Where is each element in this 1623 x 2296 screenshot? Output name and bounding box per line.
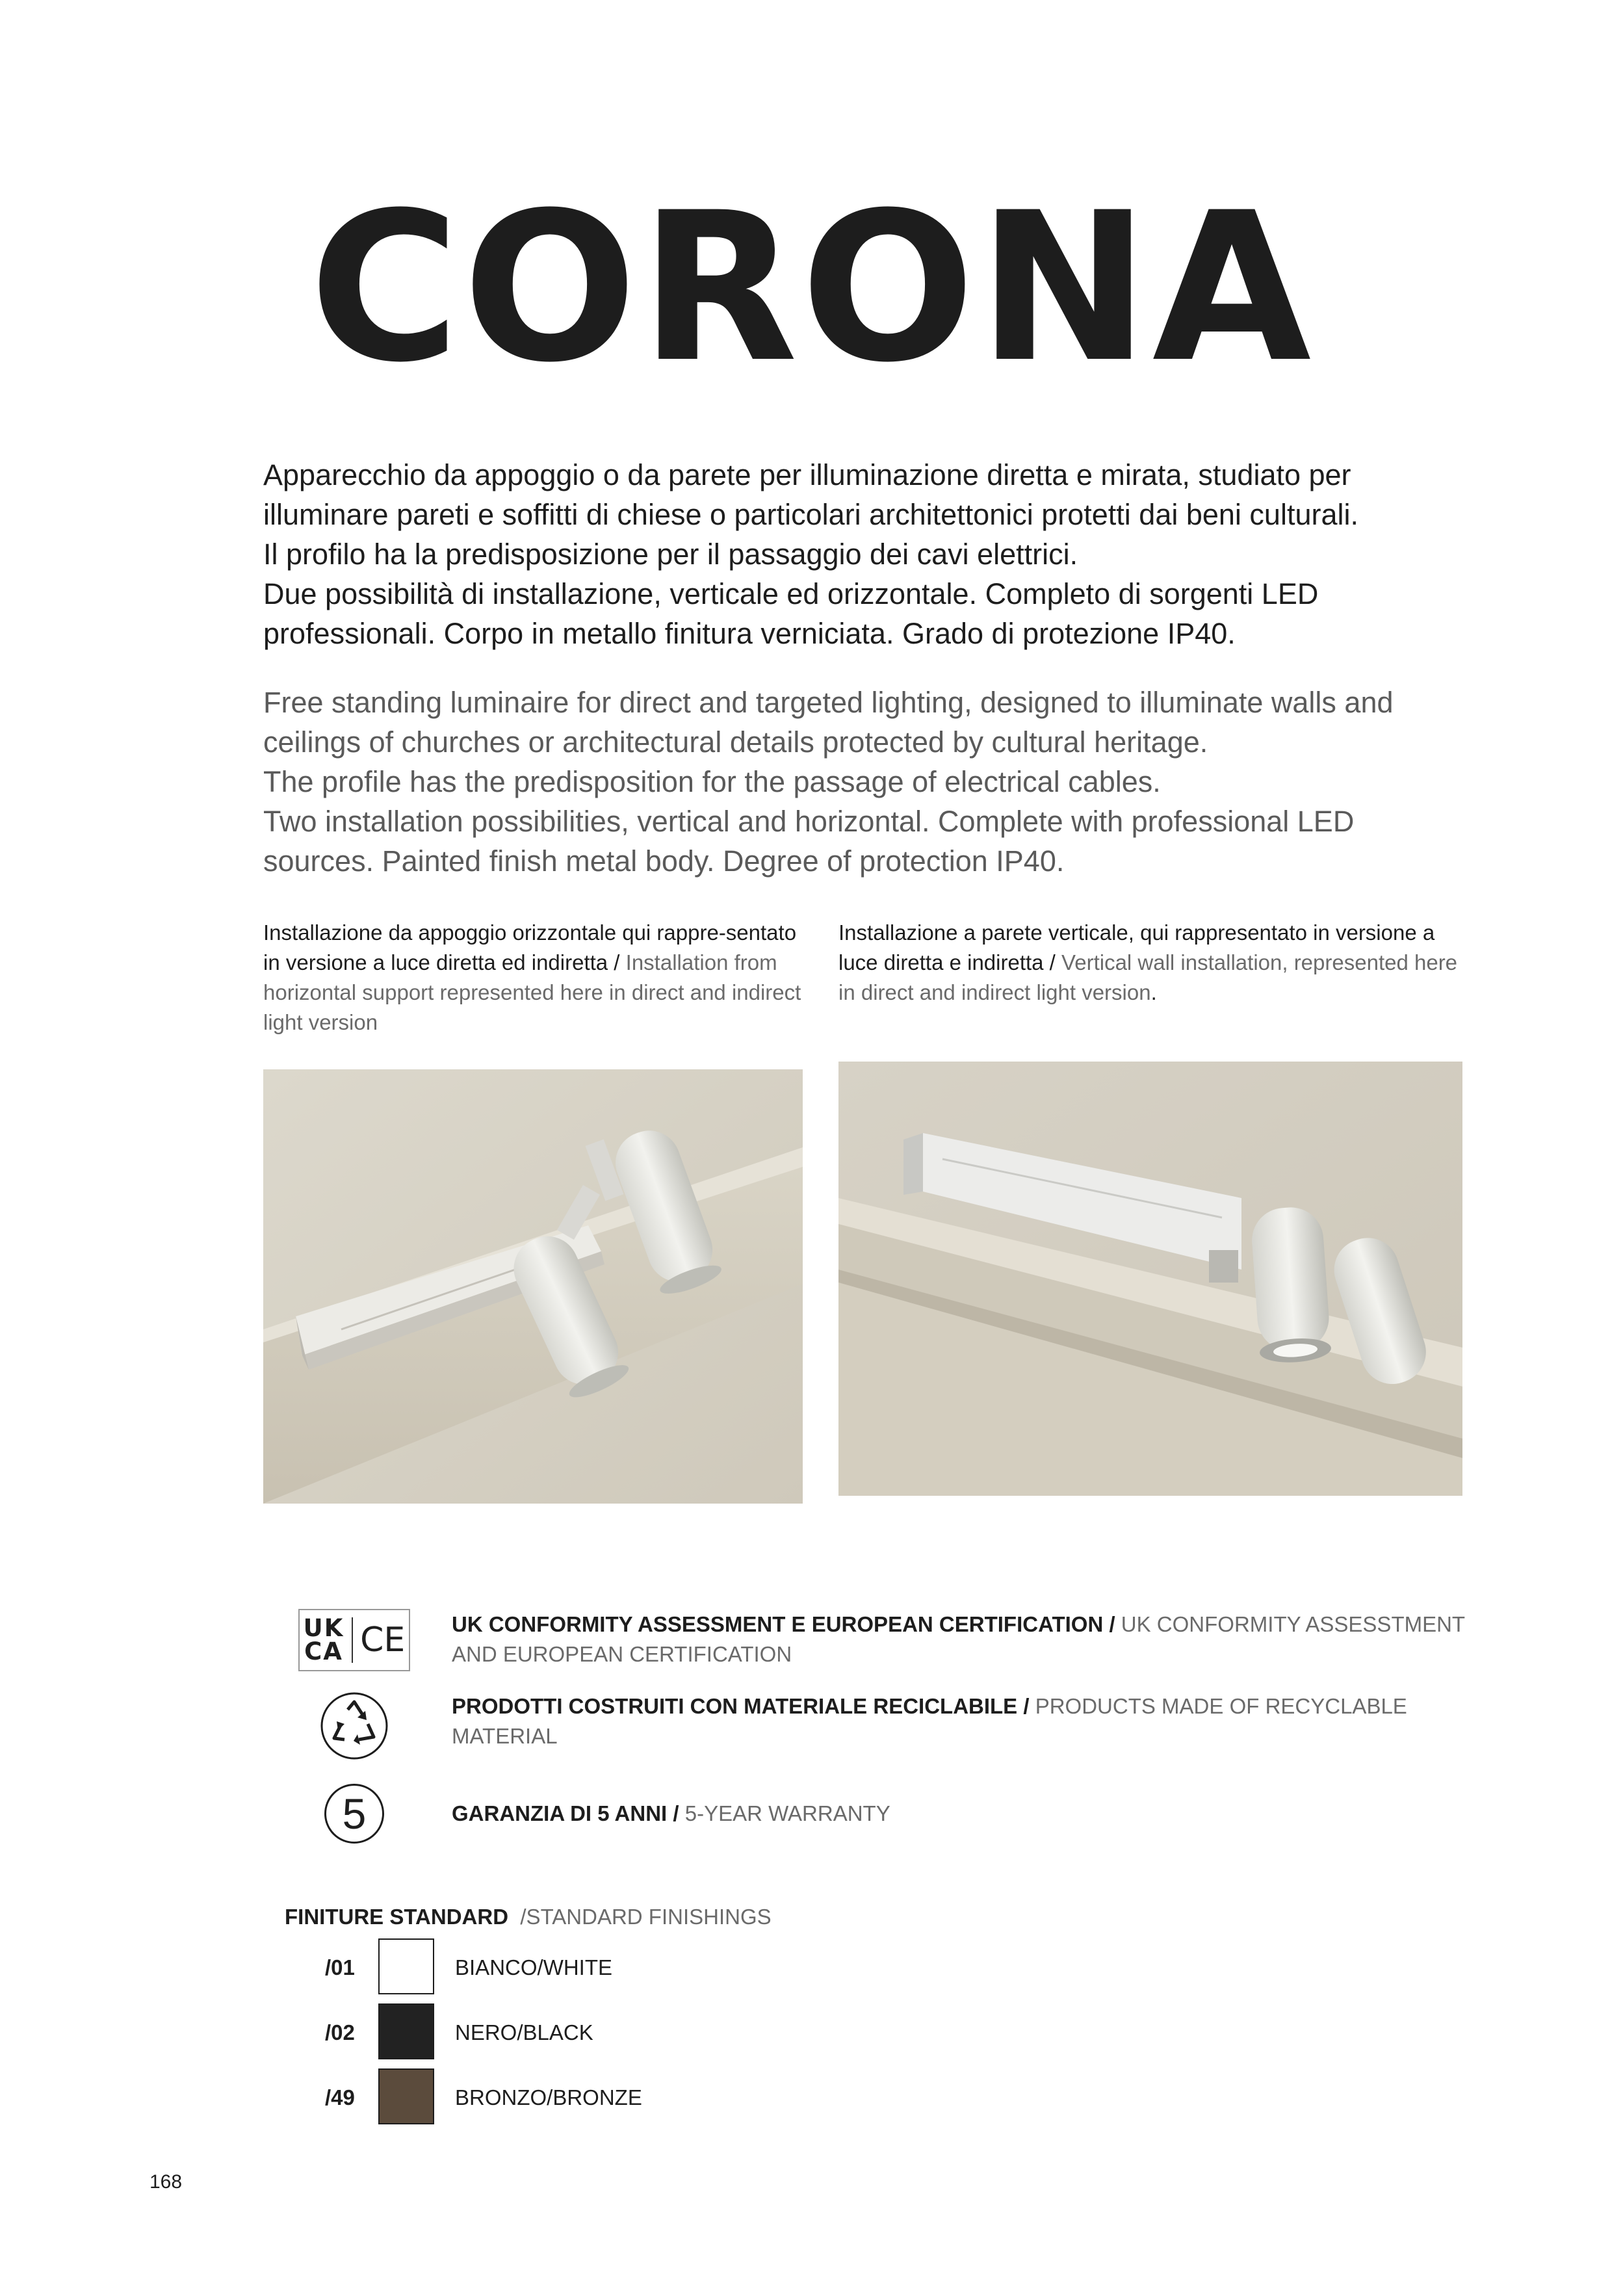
finishes-heading — [285, 1905, 772, 1929]
cert-it: GARANZIA DI 5 ANNI / — [452, 1801, 679, 1825]
photo-wall-installation — [838, 1062, 1462, 1496]
cert-recyclable-text — [452, 1691, 1479, 1751]
description-en-line: Free standing luminaire for direct and targeted lighting, designed to illuminate walls and — [263, 686, 1394, 719]
recycle-icon — [296, 1690, 413, 1762]
caption-it: Installazione a parete verticale, qui rappresentato in versione a luce diretta e indiretta / — [838, 920, 1435, 974]
description-it-line: Due possibilità di installazione, verticale ed orizzontale. Completo di sorgenti LED — [263, 577, 1319, 610]
warranty-number: 5 — [342, 1790, 367, 1838]
caption-horizontal-installation — [263, 918, 803, 1037]
page-title: CORONA — [309, 168, 1314, 408]
cert-en: PRODUCTS MADE OF RECYCLABLE MATERIAL — [452, 1694, 1407, 1748]
cert-it: UK CONFORMITY ASSESSMENT E EUROPEAN CERTIFICATION / — [452, 1612, 1115, 1636]
finish-code: /01 — [325, 1955, 355, 1979]
finishes-title-it: FINITURE STANDARD — [285, 1905, 509, 1929]
cert-en: UK CONFORMITY ASSESSTMENT AND EUROPEAN CERTIFICATION — [452, 1612, 1465, 1666]
caption-end: . — [1150, 980, 1157, 1004]
finish-row — [325, 2068, 780, 2128]
finish-code: /02 — [325, 2020, 355, 2044]
ukca-ce-icon — [296, 1604, 413, 1676]
description-english — [263, 683, 1417, 881]
description-it-line: professionali. Corpo in metallo finitura verniciata. Grado di protezione IP40. — [263, 617, 1236, 650]
description-en-line: sources. Painted finish metal body. Degree of protection IP40. — [263, 844, 1065, 878]
cert-warranty-text — [452, 1799, 1479, 1829]
cert-it: PRODOTTI COSTRUITI CON MATERIALE RECICLABILE / — [452, 1694, 1030, 1718]
caption-wall-installation — [838, 918, 1462, 1008]
description-en-line: ceilings of churches or architectural details protected by cultural heritage. — [263, 725, 1208, 759]
description-it-line: Il profilo ha la predisposizione per il passaggio dei cavi elettrici. — [263, 538, 1078, 571]
description-en-line: The profile has the predisposition for the passage of electrical cables. — [263, 765, 1161, 798]
ukca-mark-top: UK — [303, 1614, 344, 1642]
caption-en: Vertical wall installation, represented here in direct and indirect light version — [838, 950, 1458, 1004]
finish-swatch — [378, 2068, 434, 2124]
finish-name: NERO/BLACK — [455, 2020, 593, 2044]
photo-horizontal-installation — [263, 1069, 803, 1504]
cert-ukca-ce-text — [452, 1610, 1479, 1669]
finish-code: /49 — [325, 2085, 355, 2109]
finish-swatch — [378, 2003, 434, 2059]
finish-name: BRONZO/BRONZE — [455, 2085, 642, 2109]
caption-it: Installazione da appoggio orizzontale qui rappre-sentato in versione a luce diretta ed indiretta / — [263, 920, 797, 974]
finish-row — [325, 1938, 780, 1998]
description-italian — [263, 455, 1417, 653]
description-it-line: Apparecchio da appoggio o da parete per illuminazione diretta e mirata, studiato per — [263, 458, 1351, 491]
cert-row-recyclable — [296, 1690, 1498, 1762]
cert-row-ukca-ce — [296, 1604, 1498, 1676]
ce-mark: CE — [360, 1621, 406, 1660]
ukca-mark-bottom: CA — [304, 1637, 343, 1665]
warranty-5-icon — [296, 1778, 413, 1849]
cert-en: 5-YEAR WARRANTY — [684, 1801, 890, 1825]
page-number: 168 — [149, 2171, 183, 2193]
caption-en: Installation from horizontal support represented here in direct and indirect light version — [263, 950, 801, 1034]
finishes-title-en: /STANDARD FINISHINGS — [520, 1905, 772, 1929]
finish-name: BIANCO/WHITE — [455, 1955, 613, 1979]
cert-row-warranty — [296, 1778, 1498, 1849]
finish-row — [325, 2003, 780, 2063]
finish-swatch — [378, 1938, 434, 1994]
description-en-line: Two installation possibilities, vertical and horizontal. Complete with professional LED — [263, 805, 1355, 838]
description-it-line: illuminare pareti e soffitti di chiese o particolari architettonici protetti dai beni culturali. — [263, 498, 1358, 531]
